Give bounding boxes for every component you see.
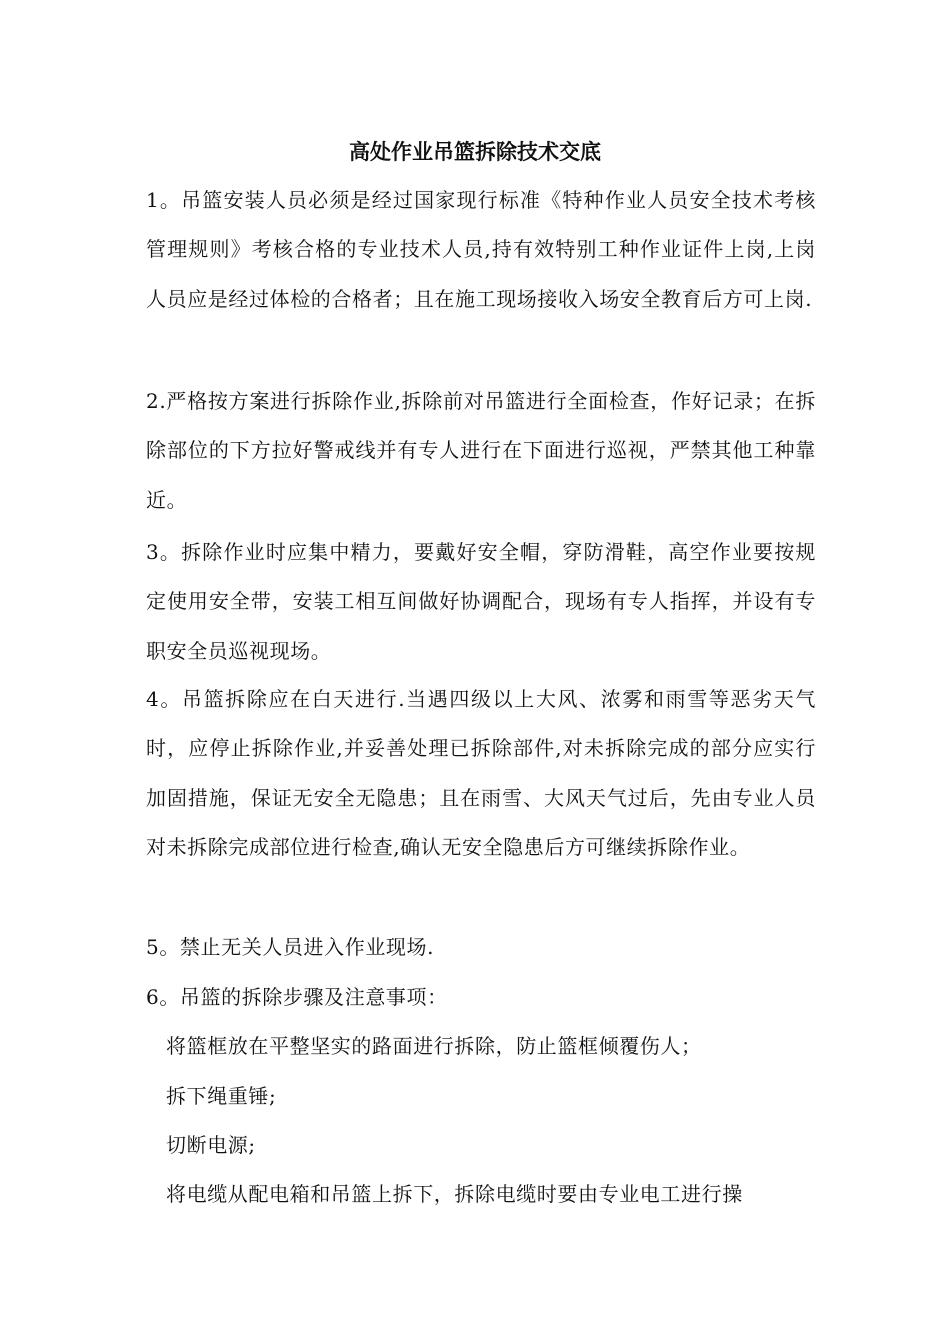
paragraph-4: 4。吊篮拆除应在白天进行.当遇四级以上大风、浓雾和雨雪等恶劣天气时，应停止拆除作业,并妥善处理已拆除部件,对未拆除完成的部分应实行加固措施，保证无安全无隐患；且在雨雪、大风天气过后，先由专业人员对未拆除完成部位进行检查,确认无安全隐患后方可继续拆除作业。 [146, 687, 816, 859]
step-item: 拆下绳重锤; [166, 1084, 277, 1108]
paragraph-1: 1。吊篮安装人员必须是经过国家现行标准《特种作业人员安全技术考核管理规则》考核合格的专业技术人员,持有效特别工种作业证件上岗,上岗人员应是经过体检的合格者；且在施工现场接收入场安全教育后方可上岗. [146, 188, 816, 311]
paragraph-3: 3。拆除作业时应集中精力，要戴好安全帽，穿防滑鞋，高空作业要按规定使用安全带，安装工相互间做好协调配合，现场有专人指挥，并设有专职安全员巡视现场。 [146, 540, 816, 663]
step-item: 将电缆从配电箱和吊篮上拆下，拆除电缆时要由专业电工进行操 [166, 1182, 743, 1206]
document-title: 高处作业吊篮拆除技术交底 [349, 140, 601, 164]
step-item: 将篮框放在平整坚实的路面进行拆除，防止篮框倾覆伤人； [166, 1034, 702, 1058]
paragraph-5: 5。禁止无关人员进入作业现场. [146, 935, 435, 959]
paragraph-6: 6。吊篮的拆除步骤及注意事项： [146, 985, 448, 1009]
paragraph-2: 2.严格按方案进行拆除作业,拆除前对吊篮进行全面检查，作好记录；在拆除部位的下方拉好警戒线并有专人进行在下面进行巡视，严禁其他工种靠近。 [146, 389, 816, 512]
step-item: 切断电源; [166, 1133, 256, 1157]
